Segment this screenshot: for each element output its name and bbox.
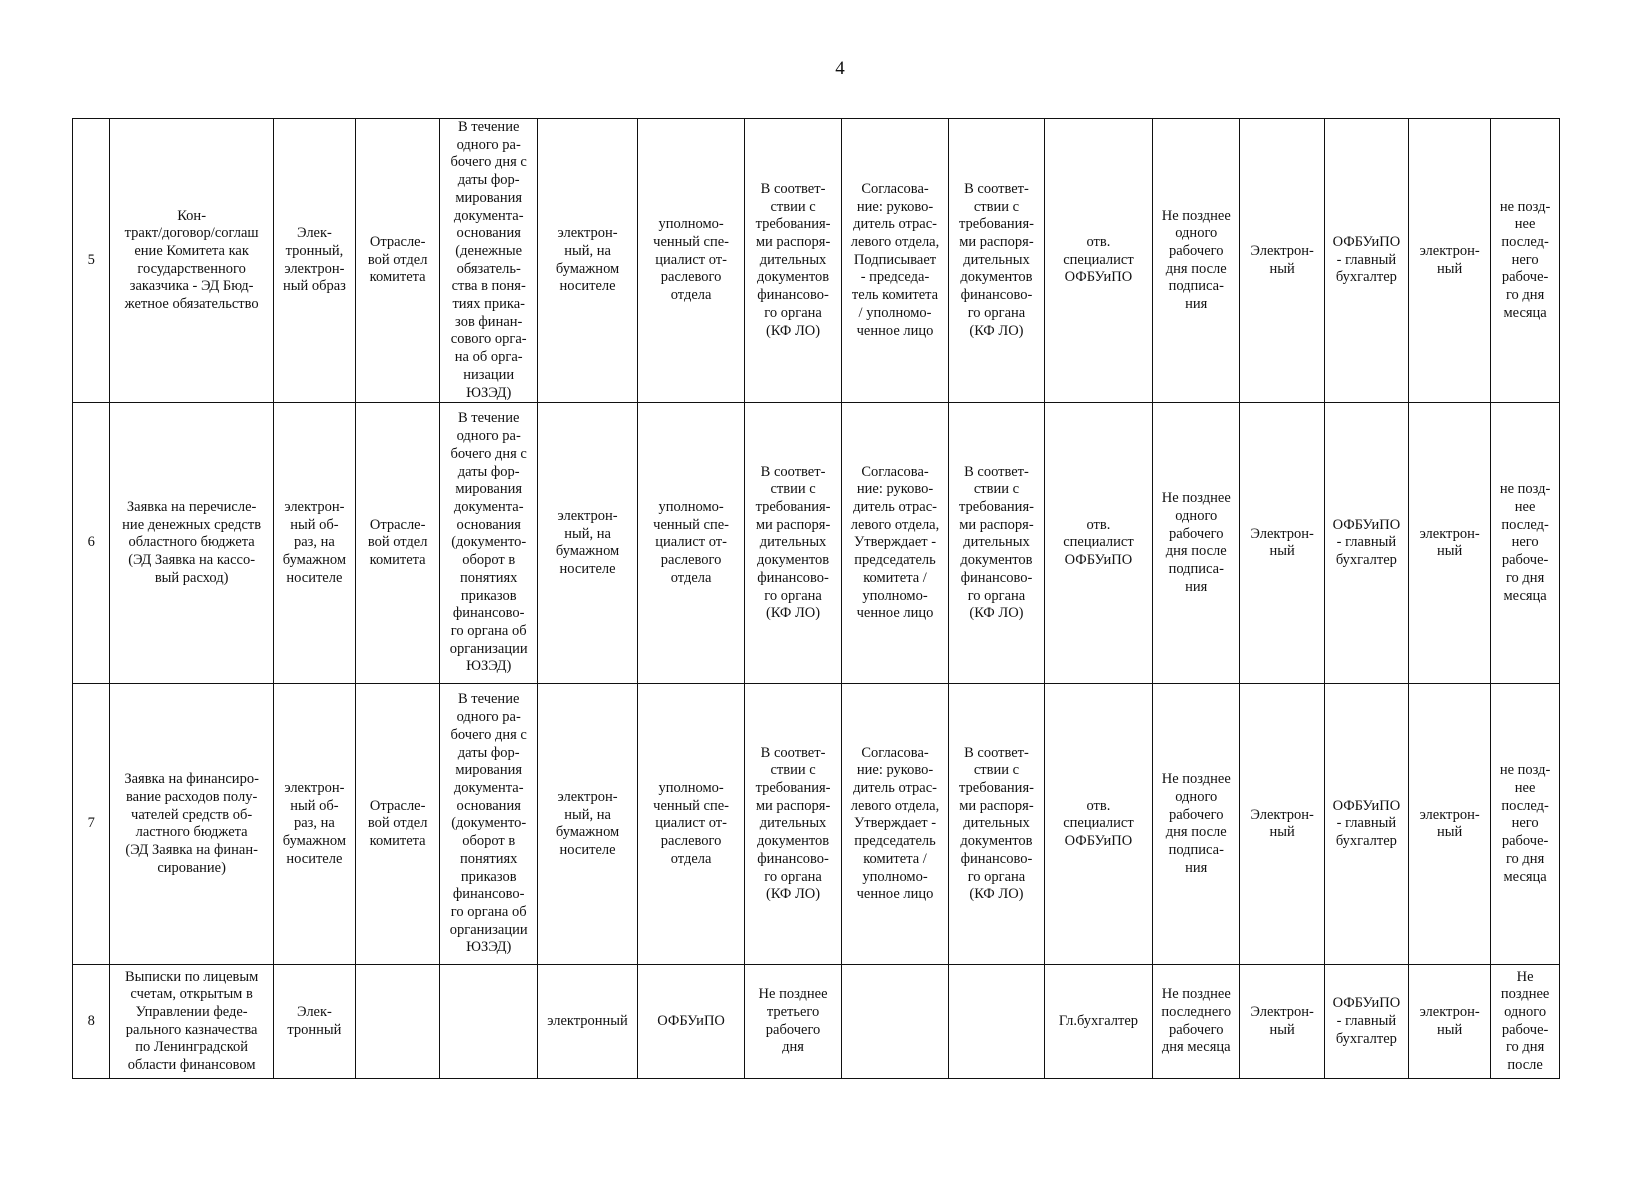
responsible-cell: ОФБУиПО <box>638 965 745 1079</box>
row-number-cell: 7 <box>73 684 110 965</box>
sign-time-cell: В соответ- ствии с требования- ми распоря- дительных документов финансово- го органа (КФ ЛО) <box>949 119 1045 403</box>
table-row <box>73 119 1560 403</box>
table-row <box>73 403 1560 684</box>
table-row <box>73 965 1560 1079</box>
responsible-cell: уполномо- ченный спе- циалист от- раслевого отдела <box>638 403 745 684</box>
sign-time-cell: В соответ- ствии с требования- ми распоря- дительных документов финансово- го органа (КФ ЛО) <box>949 684 1045 965</box>
deadline-cell: В течение одного ра- бочего дня с даты фор- мирования документа- основания (денежные обязатель- ства в поня- тиях прика- зов финан- сового орга- на об орга- низации ЮЗЭД) <box>440 119 538 403</box>
storage-cell: ОФБУиПО - главный бухгалтер <box>1324 684 1408 965</box>
creator-cell: Отрасле- вой отдел комитета <box>356 403 440 684</box>
transfer-form-cell: Электрон- ный <box>1240 684 1324 965</box>
transfer-time-cell: Не позднее одного рабочего дня после подписа- ния <box>1153 119 1240 403</box>
transfer-form-cell: Электрон- ный <box>1240 965 1324 1079</box>
check-time-cell: В соответ- ствии с требования- ми распоря- дительных документов финансово- го органа (КФ ЛО) <box>745 684 842 965</box>
receiver-cell: Гл.бухгалтер <box>1044 965 1152 1079</box>
document-form-cell: Элек- тронный, электрон- ный образ <box>273 119 355 403</box>
storage-cell: ОФБУиПО - главный бухгалтер <box>1324 119 1408 403</box>
copies-form-cell: электрон- ный, на бумажном носителе <box>538 403 638 684</box>
copies-form-cell: электрон- ный, на бумажном носителе <box>538 119 638 403</box>
creator-cell <box>356 965 440 1079</box>
transfer-form-cell: Электрон- ный <box>1240 119 1324 403</box>
signatures-cell <box>841 965 948 1079</box>
document-table <box>72 118 1560 1079</box>
signatures-cell: Согласова- ние: руково- дитель отрас- левого отдела, Утверждает - председатель комитета / уполномо- ченное лицо <box>841 684 948 965</box>
document-name-cell: Заявка на перечисле- ние денежных средств областного бюджета (ЭД Заявка на кассо- вый расход) <box>110 403 273 684</box>
signatures-cell: Согласова- ние: руково- дитель отрас- левого отдела, Утверждает - председатель комитета / уполномо- ченное лицо <box>841 403 948 684</box>
document-form-cell: электрон- ный об- раз, на бумажном носителе <box>273 684 355 965</box>
row-number-cell: 6 <box>73 403 110 684</box>
transfer-form-cell: Электрон- ный <box>1240 403 1324 684</box>
creator-cell: Отрасле- вой отдел комитета <box>356 119 440 403</box>
document-name-cell: Кон- тракт/договор/соглаш ение Комитета как государственного заказчика - ЭД Бюд- жетное обязательство <box>110 119 273 403</box>
transfer-time-cell: Не позднее последнего рабочего дня месяца <box>1153 965 1240 1079</box>
deadline-cell: В течение одного ра- бочего дня с даты фор- мирования документа- основания (документо- оборот в понятиях приказов финансово- го органа об организации ЮЗЭД) <box>440 684 538 965</box>
copies-form-cell: электрон- ный, на бумажном носителе <box>538 684 638 965</box>
storage-cell: ОФБУиПО - главный бухгалтер <box>1324 965 1408 1079</box>
check-time-cell: Не позднее третьего рабочего дня <box>745 965 842 1079</box>
archive-form-cell: электрон- ный <box>1409 119 1491 403</box>
sign-time-cell <box>949 965 1045 1079</box>
receiver-cell: отв. специалист ОФБУиПО <box>1044 684 1152 965</box>
archive-time-cell: не позд- нее послед- него рабоче- го дня месяца <box>1491 684 1560 965</box>
check-time-cell: В соответ- ствии с требования- ми распоря- дительных документов финансово- го органа (КФ ЛО) <box>745 119 842 403</box>
storage-cell: ОФБУиПО - главный бухгалтер <box>1324 403 1408 684</box>
copies-form-cell: электронный <box>538 965 638 1079</box>
archive-form-cell: электрон- ный <box>1409 965 1491 1079</box>
document-name-cell: Выписки по лицевым счетам, открытым в Управлении феде- рального казначества по Ленинградской области финансовом <box>110 965 273 1079</box>
check-time-cell: В соответ- ствии с требования- ми распоря- дительных документов финансово- го органа (КФ ЛО) <box>745 403 842 684</box>
document-name-cell: Заявка на финансиро- вание расходов полу- чателей средств об- ластного бюджета (ЭД Заявка на финан- сирование) <box>110 684 273 965</box>
responsible-cell: уполномо- ченный спе- циалист от- раслевого отдела <box>638 119 745 403</box>
deadline-cell: В течение одного ра- бочего дня с даты фор- мирования документа- основания (документо- оборот в понятиях приказов финансово- го органа об организации ЮЗЭД) <box>440 403 538 684</box>
archive-form-cell: электрон- ный <box>1409 684 1491 965</box>
receiver-cell: отв. специалист ОФБУиПО <box>1044 403 1152 684</box>
row-number-cell: 8 <box>73 965 110 1079</box>
page-number: 4 <box>835 58 845 79</box>
archive-time-cell: Не позднее одного рабоче- го дня после <box>1491 965 1560 1079</box>
archive-time-cell: не позд- нее послед- него рабоче- го дня месяца <box>1491 119 1560 403</box>
archive-form-cell: электрон- ный <box>1409 403 1491 684</box>
table-row <box>73 684 1560 965</box>
deadline-cell <box>440 965 538 1079</box>
sign-time-cell: В соответ- ствии с требования- ми распоря- дительных документов финансово- го органа (КФ ЛО) <box>949 403 1045 684</box>
receiver-cell: отв. специалист ОФБУиПО <box>1044 119 1152 403</box>
creator-cell: Отрасле- вой отдел комитета <box>356 684 440 965</box>
transfer-time-cell: Не позднее одного рабочего дня после подписа- ния <box>1153 403 1240 684</box>
document-form-cell: Элек- тронный <box>273 965 355 1079</box>
document-form-cell: электрон- ный об- раз, на бумажном носителе <box>273 403 355 684</box>
responsible-cell: уполномо- ченный спе- циалист от- раслевого отдела <box>638 684 745 965</box>
signatures-cell: Согласова- ние: руково- дитель отрас- левого отдела, Подписывает - председа- тель комитета / уполномо- ченное лицо <box>841 119 948 403</box>
archive-time-cell: не позд- нее послед- него рабоче- го дня месяца <box>1491 403 1560 684</box>
row-number-cell: 5 <box>73 119 110 403</box>
transfer-time-cell: Не позднее одного рабочего дня после подписа- ния <box>1153 684 1240 965</box>
